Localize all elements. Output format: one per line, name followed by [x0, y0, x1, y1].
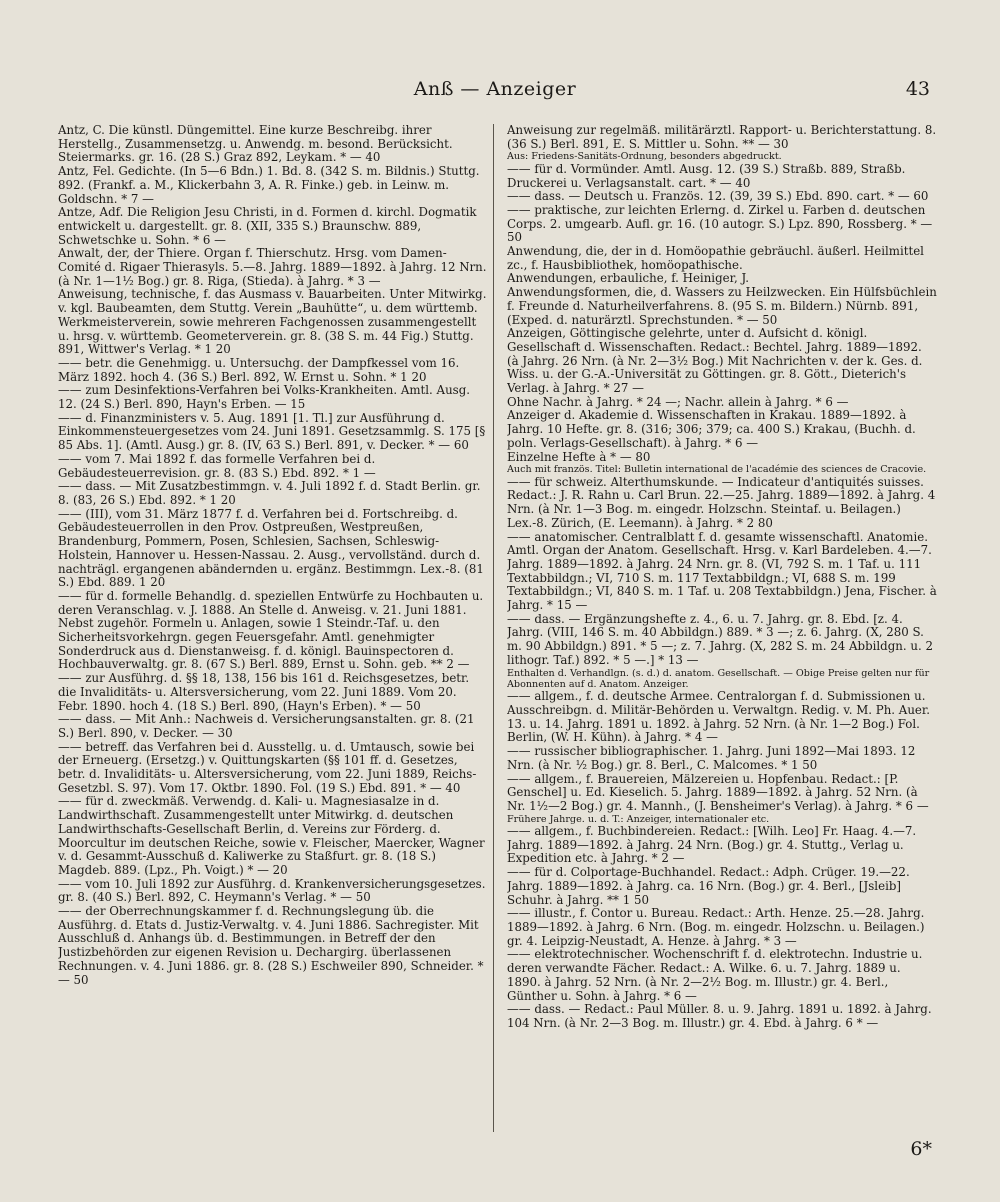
- entry: —— betr. die Genehmigg. u. Untersuchg. der Dampfkessel vom 16. März 1892. hoch 4. (36 S.) Berl. 892, W. Ernst u. Sohn. * 1 20: [58, 355, 460, 384]
- entry: Antz, C. Die künstl. Düngemittel. Eine kurze Beschreibg. ihrer Herstellg., Zusammensetzg. u. Anwendg. m. besond. Berücksicht. Steiermarks. gr. 16. (28 S.) Graz 892, Leykam. * — 40: [58, 124, 453, 165]
- entry: —— russischer bibliographischer. 1. Jahrg. Juni 1892—Mai 1893. 12 Nrn. (à Nr. ½ Bog.) gr. 8. Berl., C. Malcomes. * 1 50: [507, 744, 916, 772]
- entry: —— vom 7. Mai 1892 f. das formelle Verfahren bei d. Gebäudesteuerrevision. gr. 8. (83 S.) Ebd. 892. * 1 —: [58, 451, 376, 480]
- entry: Anzeigen, Göttingische gelehrte, unter d. Aufsicht d. königl. Gesellschaft d. Wissenschaften. Redact.: Bechtel. Jahrg. 1889—1892. (à Jahrg. 26 Nrn. (à Nr. 2—3½ Bog.) Mit Nachrichten v. der k. Ges. d. Wiss. u. der G.-A.-Universität zu Göttingen. gr. 8. Gött., Dieterich's Verlag. à Jahrg. * 27 —: [507, 326, 923, 396]
- entry: —— für d. formelle Behandlg. d. speziellen Entwürfe zu Hochbauten u. deren Veranschlag. v. J. 1888. An Stelle d. Anweisg. v. 21. Juni 1881. Nebst zugehör. Formeln u. Anlagen, sowie 1 Steindr.-Taf. u. den Sicherheitsvorkehrgn. gegen Feuersgefahr. Amtl. genehmigter Sonderdruck aus d. Dienstanweisg. f. d. königl. Bauinspectoren d. Hochbauverwaltg. gr. 8. (67 S.) Berl. 889, Ernst u. Sohn. geb. ** 2 —: [58, 588, 484, 672]
- entry: —— allgem., f. Buchbindereien. Redact.: [Wilh. Leo] Fr. Haag. 4.—7. Jahrg. 1889—1892. à Jahrg. 24 Nrn. (Bog.) gr. 4. Stuttg., Verlag u. Expedition etc. à Jahrg. * 2 —: [507, 824, 917, 866]
- entry: —— (III), vom 31. März 1877 f. d. Verfahren bei d. Fortschreibg. d. Gebäudesteuerrollen in den Prov. Ostpreußen, Westpreußen, Brandenburg, Pommern, Posen, Schlesien, Sachsen, Schleswig-Holstein, Hannover u. Hessen-Nassau. 2. Ausg., vervollständ. durch d. nachträgl. ergangenen abändernden u. ergänz. Bestimmgn. Lex.-8. (81 S.) Ebd. 889. 1 20: [58, 506, 484, 590]
- entry: —— betreff. das Verfahren bei d. Ausstellg. u. d. Umtausch, sowie bei der Erneuerg. (Ersetzg.) v. Quittungskarten (§§ 101 ff. d. Gesetzes, betr. d. Invaliditäts- u. Altersversicherung, vom 22. Juni 1889, Reichs-Gesetzbl. S. 97). Vom 17. Oktbr. 1890. Fol. (19 S.) Ebd. 891. * — 40: [58, 739, 477, 795]
- entry: —— praktische, zur leichten Erlerng. d. Zirkel u. Farben d. deutschen Corps. 2. umgearb. Aufl. gr. 16. (10 autogr. S.) Lpz. 890, Rossberg. * — 50: [507, 202, 933, 245]
- page-title: Anß — Anzeiger: [413, 78, 577, 100]
- entry: —— für d. Vormünder. Amtl. Ausg. 12. (39 S.) Straßb. 889, Straßb. Druckerei u. Verlagsanstalt. cart. * — 40: [507, 161, 906, 190]
- entry-note: Auch mit französ. Titel: Bulletin international de l'académie des sciences de Cracovie.: [507, 464, 927, 476]
- entry-note: Frühere Jahrge. u. d. T.: Anzeiger, internationaler etc.: [507, 813, 770, 825]
- entry: —— illustr., f. Contor u. Bureau. Redact.: Arth. Henze. 25.—28. Jahrg. 1889—1892. à Jahrg. 6 Nrn. (Bog. m. eingedr. Holzschn. u. Beilagen.) gr. 4. Leipzig-Neustadt, A. Henze. à Jahrg. * 3 —: [507, 906, 925, 948]
- page-number: 43: [905, 78, 930, 100]
- entry: —— zum Desinfektions-Verfahren bei Volks-Krankheiten. Amtl. Ausg. 12. (24 S.) Berl. 890, Hayn's Erben. — 15: [58, 383, 471, 412]
- entry: —— für d. zweckmäß. Verwendg. d. Kali- u. Magnesiasalze in d. Landwirthschaft. Zusammengestellt unter Mitwirkg. d. deutschen Landwirthschafts-Gesellschaft Berlin, d. Vereins zur Förderg. d. Moorcultur im deutschen Reiche, sowie v. Fleischer, Maercker, Wagner v. d. Gesammt-Ausschuß d. Kaliwerke zu Staßfurt. gr. 8. (18 S.) Magdeb. 889. (Lpz., Ph. Voigt.) * — 20: [58, 794, 485, 877]
- entry: —— elektrotechnischer. Wochenschrift f. d. elektrotechn. Industrie u. deren verwandte Fächer. Redact.: A. Wilke. 6. u. 7. Jahrg. 1889 u. 1890. à Jahrg. 52 Nrn. (à Nr. 2—2½ Bog. m. Illustr.) gr. 4. Berl., Günther u. Sohn. à Jahrg. * 6 —: [507, 947, 923, 1003]
- entry: Anwendung, die, der in d. Homöopathie gebräuchl. äußerl. Heilmittel zc., f. Hausbibliothek, homöopathische.: [507, 244, 924, 272]
- entry: —— d. Finanzministers v. 5. Aug. 1891 [1. Tl.] zur Ausführung d. Einkommensteuergesetzes vom 24. Juni 1891. Gesetzsammlg. S. 175 [§ 85 Abs. 1]. (Amtl. Ausg.) gr. 8. (IV, 63 S.) Berl. 891, v. Decker. * — 60: [58, 410, 486, 453]
- entry: Antz, Fel. Gedichte. (In 5—6 Bdn.) 1. Bd. 8. (342 S. m. Bildnis.) Stuttg. 892. (Frankf. a. M., Klickerbahn 3, A. R. Finke.) geb. in Leinw. m. Goldschn. * 7 —: [58, 164, 480, 206]
- entry: —— für d. Colportage-Buchhandel. Redact.: Adph. Crüger. 19.—22. Jahrg. 1889—1892. à Jahrg. ca. 16 Nrn. (Bog.) gr. 4. Berl., [Jsleib] Schuhr. à Jahrg. ** 1 50: [507, 865, 910, 907]
- entry: —— der Oberrechnungskammer f. d. Rechnungslegung üb. die Ausführg. d. Etats d. Justiz-Verwaltg. v. 4. Juni 1886. Sachregister. Mit Ausschluß d. Anhangs üb. d. Bestimmungen. in Betreff der den Justizbehörden zur eigenen Revision u. Dechargirg. überlassenen Rechnungen. v. 4. Juni 1886. gr. 8. (28 S.) Eschweiler 890, Schneider. * — 50: [58, 904, 484, 987]
- entry: —— anatomischer. Centralblatt f. d. gesamte wissenschaftl. Anatomie. Amtl. Organ der Anatom. Gesellschaft. Hrsg. v. Karl Bardeleben. 4.—7. Jahrg. 1889—1892. à Jahrg. 24 Nrn. gr. 8. (VI, 792 S. m. 1 Taf. u. 111 Textabbildgn.; VI, 710 S. m. 117 Textabbildgn.; VI, 688 S. m. 199 Textabbildgn.; VI, 840 S. m. 1 Taf. u. 208 Textabbildgn.) Jena, Fischer. à Jahrg. * 15 —: [507, 529, 937, 613]
- entry: —— dass. — Mit Anh.: Nachweis d. Versicherungsanstalten. gr. 8. (21 S.) Berl. 890, v. Decker. — 30: [58, 712, 475, 740]
- entry: Ohne Nachr. à Jahrg. * 24 —; Nachr. allein à Jahrg. * 6 —: [507, 394, 849, 409]
- running-head: [60, 78, 930, 106]
- entry: —— dass. — Deutsch u. Französ. 12. (39, 39 S.) Ebd. 890. cart. * — 60: [507, 189, 929, 204]
- entry: —— vom 10. Juli 1892 zur Ausführg. d. Krankenversicherungsgesetzes. gr. 8. (40 S.) Berl. 892, C. Heymann's Verlag. * — 50: [58, 876, 486, 905]
- entry: Anweisung, technische, f. das Ausmass v. Bauarbeiten. Unter Mitwirkg. v. kgl. Baubeamten, dem Stuttg. Verein „Bauhütte“, u. dem württemb. Werkmeisterverein, sowie mehreren Fachgenossen zusammengestellt u. hrsg. v. württemb. Geometerverein. gr. 8. (38 S. m. 44 Fig.) Stuttg. 891, Wittwer's Verlag. * 1 20: [58, 287, 487, 357]
- entry: —— allgem., f. Brauereien, Mälzereien u. Hopfenbau. Redact.: [P. Genschel] u. Ed. Kieselich. 5. Jahrg. 1889—1892. à Jahrg. 52 Nrn. (à Nr. 1½—2 Bog.) gr. 4. Mannh., (J. Bensheimer's Verlag). à Jahrg. * 6 —: [507, 771, 929, 813]
- entry: Einzelne Hefte à * — 80: [507, 449, 651, 464]
- column-divider: [493, 124, 494, 1132]
- entry: —— dass. — Redact.: Paul Müller. 8. u. 9. Jahrg. 1891 u. 1892. à Jahrg. 104 Nrn. (à Nr. 2—3 Bog. m. Illustr.) gr. 4. Ebd. à Jahrg. 6 * —: [507, 1002, 932, 1030]
- entry-note: Enthalten d. Verhandlgn. (s. d.) d. anatom. Gesellschaft. — Obige Preise gelten nur für Abonnenten auf d. Anatom. Anzeiger.: [507, 667, 930, 690]
- entry: —— dass. — Mit Zusatzbestimmgn. v. 4. Juli 1892 f. d. Stadt Berlin. gr. 8. (83, 26 S.) Ebd. 892. * 1 20: [58, 479, 481, 507]
- entry: Anzeiger d. Akademie d. Wissenschaften in Krakau. 1889—1892. à Jahrg. 10 Hefte. gr. 8. (316; 306; 379; ca. 400 S.) Krakau, (Buchh. d. poln. Verlags-Gesellschaft). à Jahrg. * 6 —: [507, 408, 916, 450]
- entry: Anwendungen, erbauliche, f. Heiniger, J.: [507, 271, 750, 286]
- entry: —— dass. — Ergänzungshefte z. 4., 6. u. 7. Jahrg. gr. 8. Ebd. [z. 4. Jahrg. (VIII, 146 S. m. 40 Abbildgn.) 889. * 3 —; z. 6. Jahrg. (X, 280 S. m. 90 Abbildgn.) 891. * 5 —; z. 7. Jahrg. (X, 282 S. m. 24 Abbildgn. u. 2 lithogr. Taf.) 892. * 5 —.] * 13 —: [507, 611, 933, 667]
- entry-note: Aus: Friedens-Sanitäts-Ordnung, besonders abgedruckt.: [507, 151, 782, 163]
- entry: —— allgem., f. d. deutsche Armee. Centralorgan f. d. Submissionen u. Ausschreibgn. d. Militär-Behörden u. Verwaltgn. Redig. v. M. Ph. Auer. 13. u. 14. Jahrg. 1891 u. 1892. à Jahrg. 52 Nrn. (à Nr. 1—2 Bog.) Fol. Berlin, (W. H. Kühn). à Jahrg. * 4 —: [507, 689, 930, 745]
- entry: Antze, Adf. Die Religion Jesu Christi, in d. Formen d. kirchl. Dogmatik entwickelt u. dargestellt. gr. 8. (XII, 335 S.) Braunschw. 889, Schwetschke u. Sohn. * 6 —: [58, 205, 477, 247]
- entry: —— zur Ausführg. d. §§ 18, 138, 156 bis 161 d. Reichsgesetzes, betr. die Invaliditäts- u. Altersversicherung, vom 22. Juni 1889. Vom 20. Febr. 1890. hoch 4. (18 S.) Berl. 890, (Hayn's Erben). * — 50: [58, 671, 470, 713]
- entry: Anwendungsformen, die, d. Wassers zu Heilzwecken. Ein Hülfsbüchlein f. Freunde d. Naturheilverfahrens. 8. (95 S. m. Bildern.) Nürnb. 891, (Exped. d. naturärztl. Sprechstunden. * — 50: [507, 285, 937, 327]
- signature-mark: 6*: [910, 1138, 932, 1160]
- left-column: [58, 124, 488, 1164]
- right-column: [507, 124, 937, 1164]
- entry: —— für schweiz. Alterthumskunde. — Indicateur d'antiquités suisses. Redact.: J. R. Rahn u. Carl Brun. 22.—25. Jahrg. 1889—1892. à Jahrg. 4 Nrn. (à Nr. 1—3 Bog. m. eingedr. Holzschn. Steintaf. u. Beilagen.) Lex.-8. Zürich, (E. Leemann). à Jahrg. * 2 80: [507, 474, 936, 530]
- entry: Anwalt, der, der Thiere. Organ f. Thierschutz. Hrsg. vom Damen-Comité d. Rigaer Thierasyls. 5.—8. Jahrg. 1889—1892. à Jahrg. 12 Nrn. (à Nr. 1—1½ Bog.) gr. 8. Riga, (Stieda). à Jahrg. * 3 —: [58, 246, 487, 288]
- entry: Anweisung zur regelmäß. militärärztl. Rapport- u. Berichterstattung. 8. (36 S.) Berl. 891, E. S. Mittler u. Sohn. ** — 30: [507, 124, 937, 151]
